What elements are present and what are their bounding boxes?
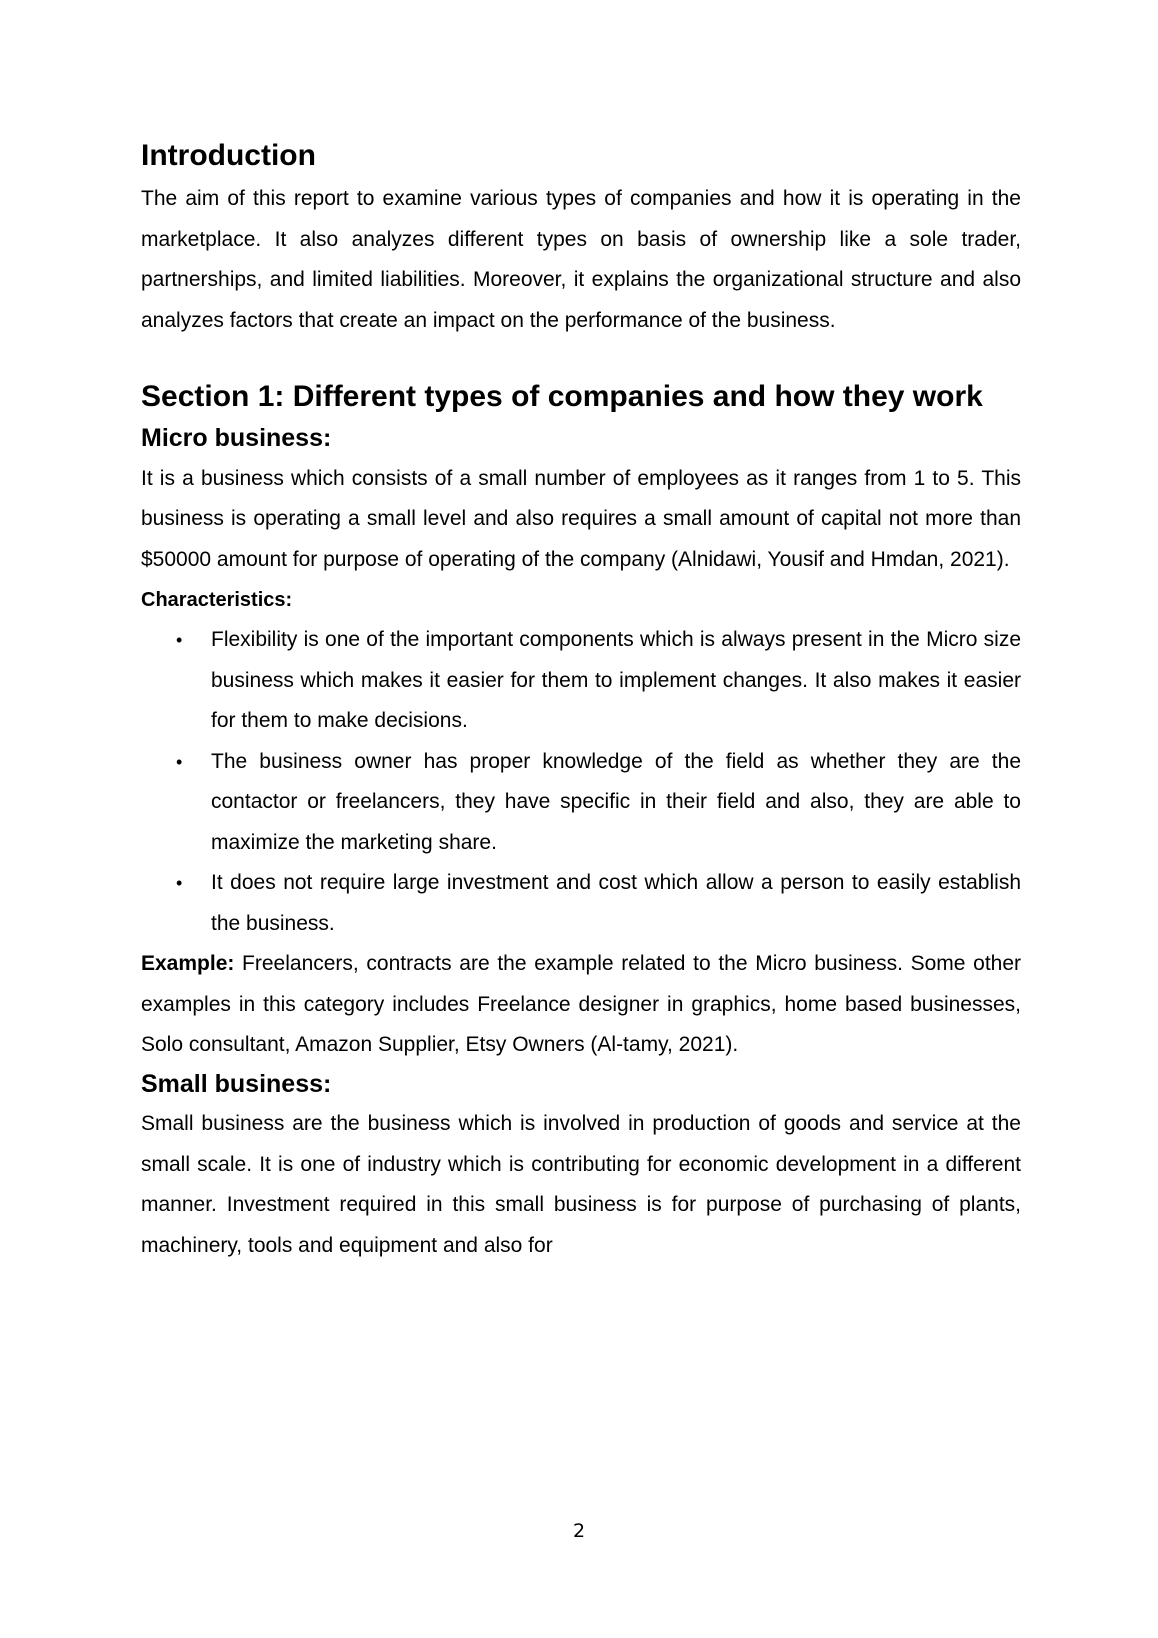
introduction-paragraph: The aim of this report to examine various types of companies and how it is operating in the marketplace. It also analyzes different types on basis of ownership like a sole trader, partnerships, and limited liabilities. Moreover, it explains the organizational structure and also analyzes factors that create an impact on the performance of the business. <box>141 187 1021 332</box>
list-item <box>176 620 1021 742</box>
small-business-paragraph: Small business are the business which is involved in production of goods and service at the small scale. It is one of industry which is contributing for economic development in a different manner. Investment required in this small business is for purpose of purchasing of plants, machinery, tools and equipment and also for <box>141 1112 1021 1257</box>
bullet-icon: • <box>176 630 183 650</box>
example-paragraph <box>141 944 1021 1066</box>
micro-business-paragraph: It is a business which consists of a small number of employees as it ranges from 1 to 5. This business is operating a small level and also requires a small amount of capital not more than $50000 amount for purpose of operating of the company (Alnidawi, Yousif and Hmdan, 2021). <box>141 466 1021 571</box>
characteristics-list <box>141 620 1021 944</box>
example-text: Freelancers, contracts are the example related to the Micro business. Some other examples in this category includes Freelance designer in graphics, home based businesses, Solo consultant, Amazon Supplier, Etsy Owners (Al-tamy, 2021). <box>141 952 1021 1056</box>
list-item-text: The business owner has proper knowledge of the field as whether they are the contactor or freelancers, they have specific in their field and also, they are able to maximize the marketing share. <box>211 749 1021 854</box>
section-1-heading: Section 1: Different types of companies and how they work <box>141 380 983 413</box>
example-label: Example: <box>141 952 235 975</box>
micro-business-heading: Micro business: <box>141 424 332 452</box>
document-page <box>141 130 1021 1266</box>
bullet-icon: • <box>176 873 183 893</box>
small-business-heading: Small business: <box>141 1069 332 1098</box>
characteristics-label: Characteristics: <box>141 589 293 611</box>
introduction-heading: Introduction <box>141 139 316 172</box>
list-item <box>176 863 1021 944</box>
list-item-text: Flexibility is one of the important components which is always present in the Micro size business which makes it easier for them to implement changes. It also makes it easier for them to make decisions. <box>211 628 1021 732</box>
page-number: 2 <box>572 1520 586 1542</box>
bullet-icon: • <box>176 751 183 772</box>
list-item-text: It does not require large investment and cost which allow a person to easily establish the business. <box>211 871 1021 935</box>
list-item <box>176 742 1021 864</box>
